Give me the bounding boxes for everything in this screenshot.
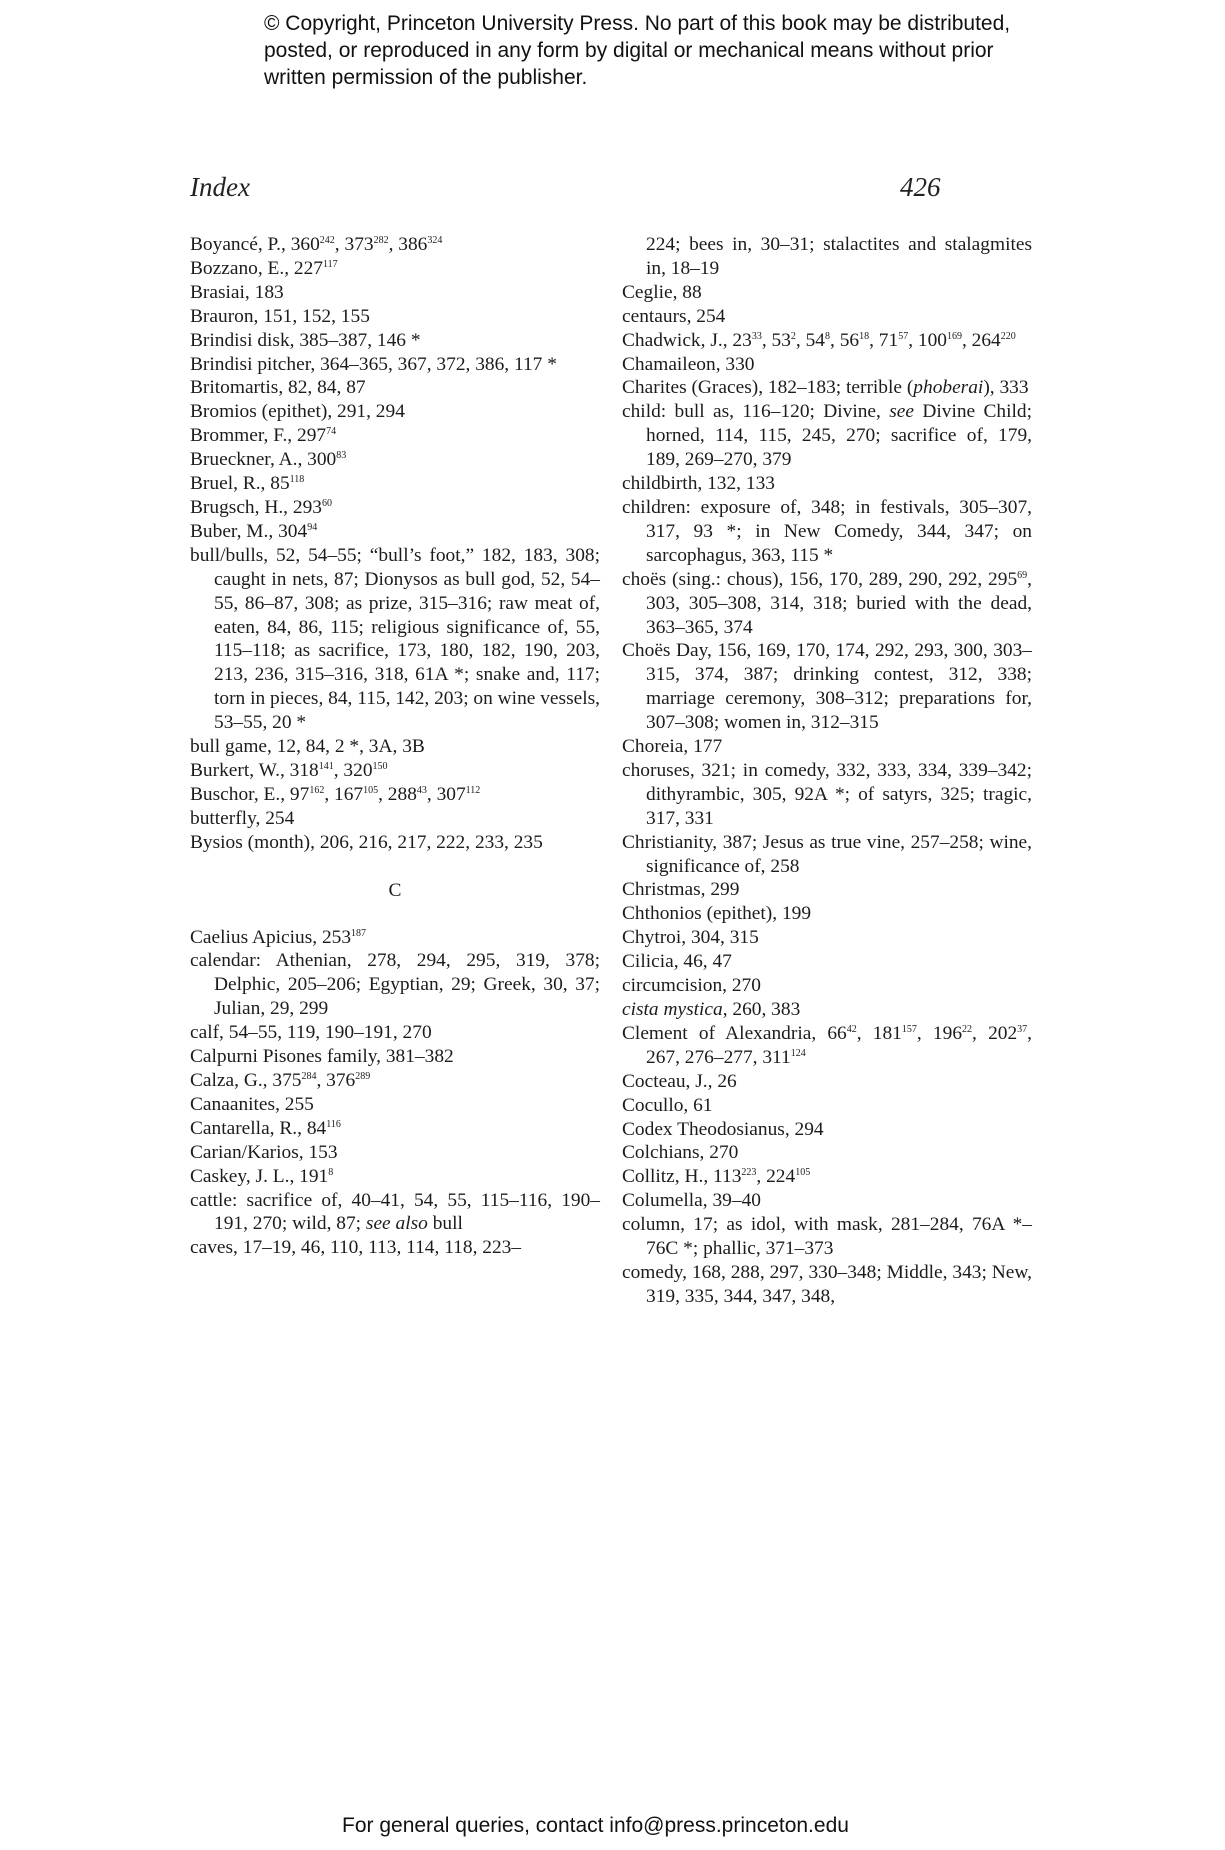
index-entry: Bruel, R., $85^{118}$ — [190, 473, 305, 495]
index-entry: calendar: Athenian, 278, 294, 295, 319, 378; Delphic, 205–206; Egyptian, 29; Greek, 30, 37; Julian, 29, 299 — [190, 950, 600, 1020]
index-entry: choës (sing.: chous), 156, 170, 289, 290, 292, $295^{69}$, 303, 305–308, 314, 318; buried with the dead, 363–365, 374 — [622, 568, 1032, 638]
index-entry: Choës Day, 156, 169, 170, 174, 292, 293, 300, 303–315, 374, 387; drinking contest, 312, 338; marriage ceremony, 308–312; preparations for, 307–308; women in, 312–315 — [622, 640, 1032, 734]
index-entry: calf, 54–55, 119, 190–191, 270 — [190, 1022, 432, 1044]
copyright-notice: © Copyright, Princeton University Press. No part of this book may be distributed, posted, or reproduced in any form by digital or mechanical means without prior written permission of the publisher. — [264, 12, 1011, 89]
index-entry: Brauron, 151, 152, 155 — [190, 305, 370, 327]
index-entry: Brommer, F., $297^{74}$ — [190, 425, 337, 447]
index-entry: Burkert, W., $318^{141}$, $320^{150}$ — [190, 759, 388, 781]
index-entry: children: exposure of, 348; in festivals, 305–307, 317, 93 *; in New Comedy, 344, 347; on sarcophagus, 363, 115 * — [622, 496, 1032, 566]
index-entry: Brueckner, A., $300^{83}$ — [190, 449, 347, 471]
index-entry: childbirth, 132, 133 — [622, 473, 775, 495]
section-heading: C — [388, 879, 402, 901]
index-entry: Christmas, 299 — [622, 879, 740, 901]
index-entry: Buber, M., $304^{94}$ — [190, 520, 318, 542]
index-entry: choruses, 321; in comedy, 332, 333, 334, 339–342; dithyrambic, 305, 92A *; of satyrs, 325; tragic, 317, 331 — [622, 759, 1032, 829]
index-entry: circumcision, 270 — [622, 975, 761, 997]
index-entry: cattle: sacrifice of, 40–41, 54, 55, 115–116, 190–191, 270; wild, 87; see also bull — [190, 1189, 600, 1235]
page-title: Index — [190, 172, 250, 202]
index-entry: Ceglie, 88 — [622, 281, 702, 303]
index-entry: Collitz, H., $113^{223}$, $224^{105}$ — [622, 1166, 811, 1188]
index-entry: Calpurni Pisones family, 381–382 — [190, 1046, 454, 1068]
index-entry: 224; bees in, 30–31; stalactites and stalagmites in, 18–19 — [646, 234, 1032, 279]
index-entry: Caelius Apicius, $253^{187}$ — [190, 926, 367, 948]
index-entry: Brasiai, 183 — [190, 281, 284, 303]
page-number: 426 — [900, 172, 941, 202]
index-entry: Choreia, 177 — [622, 736, 723, 758]
index-entry: Bysios (month), 206, 216, 217, 222, 233, 235 — [190, 831, 543, 853]
index-entry: Clement of Alexandria, $66^{42}$, $181^{157}$, $196^{22}$, $202^{37}$, 267, 276–277, $311^{124}$ — [622, 1022, 1033, 1068]
index-entry: column, 17; as idol, with mask, 281–284, 76A *–76C *; phallic, 371–373 — [622, 1214, 1032, 1260]
index-entry: Christianity, 387; Jesus as true vine, 257–258; wine, significance of, 258 — [622, 831, 1032, 877]
index-entry: Carian/Karios, 153 — [190, 1141, 338, 1163]
index-entry: Bromios (epithet), 291, 294 — [190, 401, 405, 423]
index-entry: Charites (Graces), 182–183; terrible (phoberai), 333 — [622, 377, 1029, 399]
index-entry: Caskey, J. L., $191^8$ — [190, 1165, 334, 1187]
index-entry: cista mystica, 260, 383 — [622, 999, 801, 1020]
index-entry: caves, 17–19, 46, 110, 113, 114, 118, 223– — [190, 1237, 522, 1259]
index-entry: Bozzano, E., $227^{117}$ — [190, 257, 338, 279]
index-entry: Brindisi disk, 385–387, 146 * — [190, 329, 421, 351]
index-entry: Cilicia, 46, 47 — [622, 951, 732, 973]
index-entry: comedy, 168, 288, 297, 330–348; Middle, 343; New, 319, 335, 344, 347, 348, — [622, 1261, 1032, 1307]
index-entry: child: bull as, 116–120; Divine, see Divine Child; horned, 114, 115, 245, 270; sacrifice of, 179, 189, 269–270, 379 — [622, 401, 1032, 471]
index-entry: Calza, G., $375^{284}$, $376^{289}$ — [190, 1070, 371, 1091]
index-entry: Columella, 39–40 — [622, 1190, 761, 1212]
footer-contact: For general queries, contact info@press.princeton.edu — [342, 1814, 849, 1837]
index-entry: Brugsch, H., $293^{60}$ — [190, 496, 332, 518]
index-entry: Chthonios (epithet), 199 — [622, 903, 812, 925]
index-column-left — [190, 233, 600, 1260]
index-entry: Brindisi pitcher, 364–365, 367, 372, 386, 117 * — [190, 353, 557, 375]
index-entry: Codex Theodosianus, 294 — [622, 1118, 824, 1140]
index-column-right — [622, 233, 1032, 1309]
index-entry: Chadwick, J., $23^{33}$, $53^2$, $54^8$, $56^{18}$, $71^{57}$, $100^{169}$, $264^{220}$ — [622, 329, 1016, 351]
index-entry: bull game, 12, 84, 2 *, 3A, 3B — [190, 736, 425, 758]
index-entry: Cocteau, J., 26 — [622, 1070, 737, 1092]
index-entry: Chamaileon, 330 — [622, 353, 755, 375]
index-entry: Cocullo, 61 — [622, 1094, 713, 1116]
index-entry: Canaanites, 255 — [190, 1093, 314, 1115]
index-entry: Boyancé, P., $360^{242}$, $373^{282}$, $386^{324}$ — [190, 234, 443, 255]
index-entry: Buschor, E., $97^{162}$, $167^{105}$, $288^{43}$, $307^{112}$ — [190, 783, 481, 805]
index-entry: Cantarella, R., $84^{116}$ — [190, 1117, 341, 1139]
index-entry: Chytroi, 304, 315 — [622, 927, 759, 949]
index-entry: bull/bulls, 52, 54–55; “bull’s foot,” 182, 183, 308; caught in nets, 87; Dionysos as bull god, 52, 54–55, 86–87, 308; as prize, 315–316; raw meat of, eaten, 84, 86, 115; religious significance of, 55, 115–118; as sacrifice, 173, 180, 182, 190, 203, 213, 236, 315–316, 318, 61A *; snake and, 117; torn in pieces, 84, 115, 142, 203; on wine vessels, 53–55, 20 * — [190, 544, 600, 734]
index-entry: Britomartis, 82, 84, 87 — [190, 377, 366, 399]
index-entry: centaurs, 254 — [622, 305, 726, 327]
index-entry: butterfly, 254 — [190, 807, 295, 829]
index-entry: Colchians, 270 — [622, 1142, 739, 1164]
